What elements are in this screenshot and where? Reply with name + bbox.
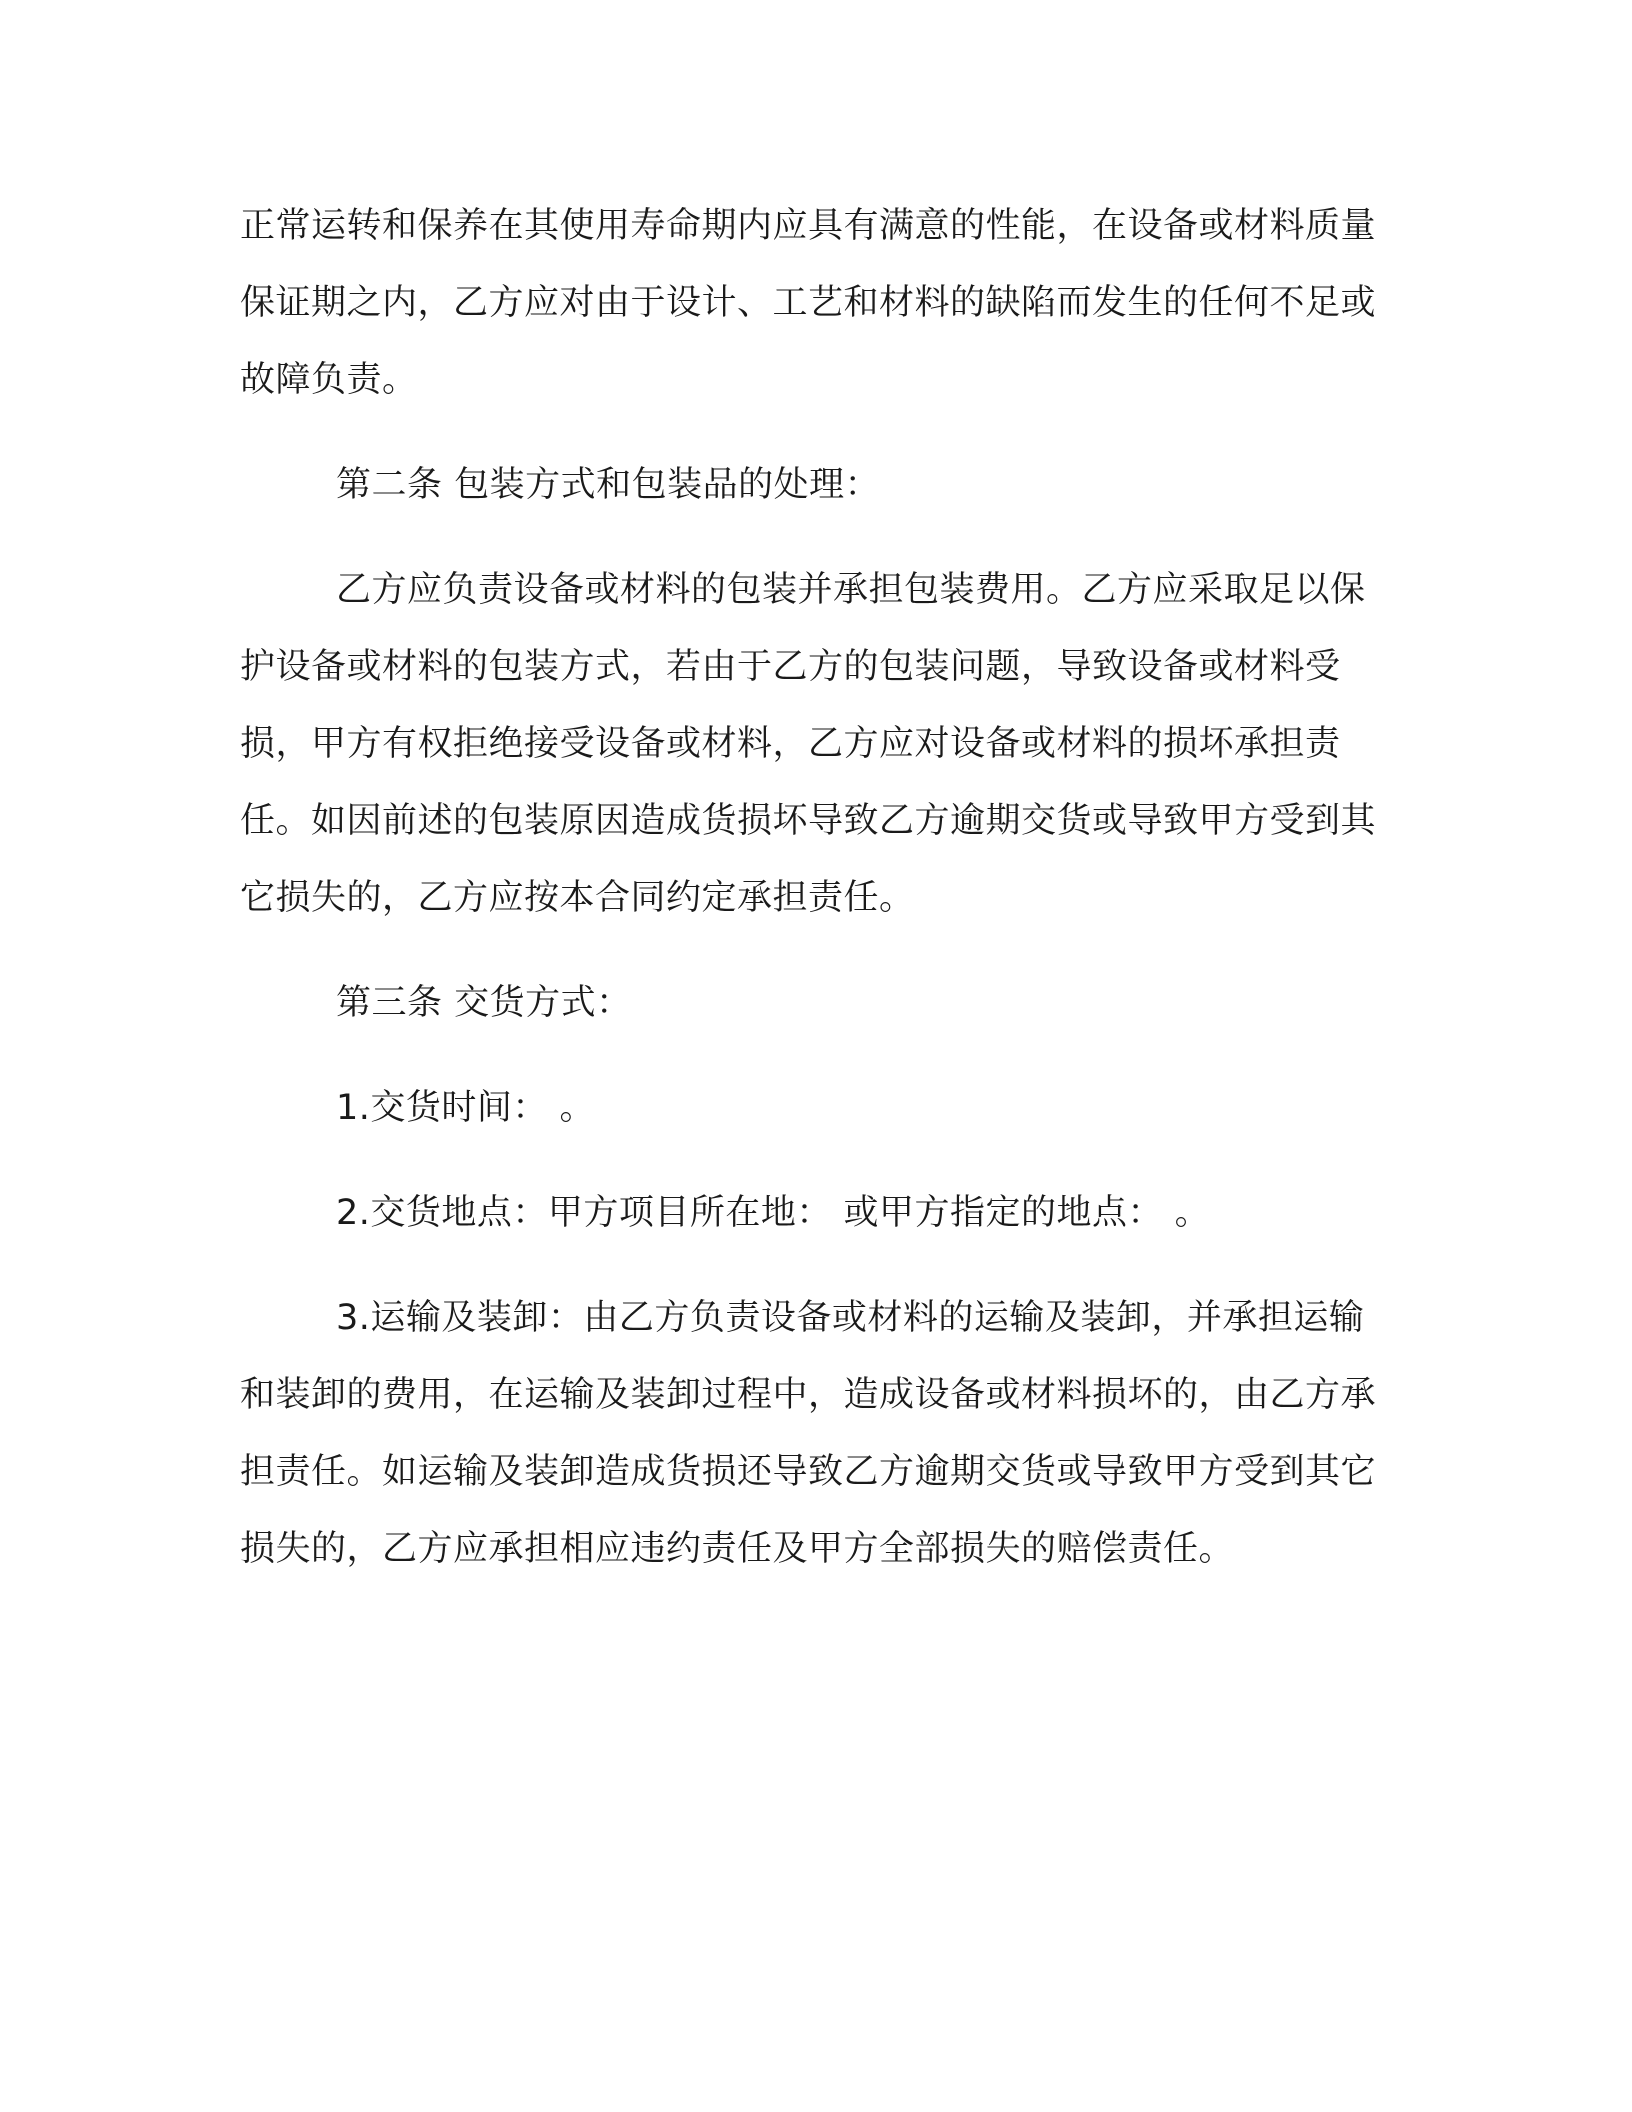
heading-article-2-packaging: 第二条 包装方式和包装品的处理： — [336, 465, 881, 505]
paragraph-delivery-location: 2.交货地点：甲方项目所在地： 或甲方指定的地点： 。 — [336, 1193, 1211, 1233]
paragraph-delivery-time: 1.交货时间： 。 — [336, 1088, 596, 1128]
paragraph-transport-loading: 3.运输及装卸：由乙方负责设备或材料的运输及装卸，并承担运输和装卸的费用，在运输及装卸过程中，造成设备或材料损坏的，由乙方承担责任。如运输及装卸造成货损还导致乙方逾期交货或导致甲方受到其它损失的，乙方应承担相应违约责任及甲方全部损失的赔偿责任。 — [240, 1298, 1377, 1569]
heading-article-3-delivery: 第三条 交货方式： — [336, 983, 632, 1023]
paragraph-warranty-continuation: 正常运转和保养在其使用寿命期内应具有满意的性能，在设备或材料质量保证期之内，乙方应对由于设计、工艺和材料的缺陷而发生的任何不足或故障负责。 — [240, 206, 1377, 400]
document-body — [240, 188, 1380, 1588]
paragraph-packaging-terms: 乙方应负责设备或材料的包装并承担包装费用。乙方应采取足以保护设备或材料的包装方式，若由于乙方的包装问题，导致设备或材料受损，甲方有权拒绝接受设备或材料，乙方应对设备或材料的损坏承担责任。如因前述的包装原因造成货损坏导致乙方逾期交货或导致甲方受到其它损失的，乙方应按本合同约定承担责任。 — [240, 570, 1377, 918]
